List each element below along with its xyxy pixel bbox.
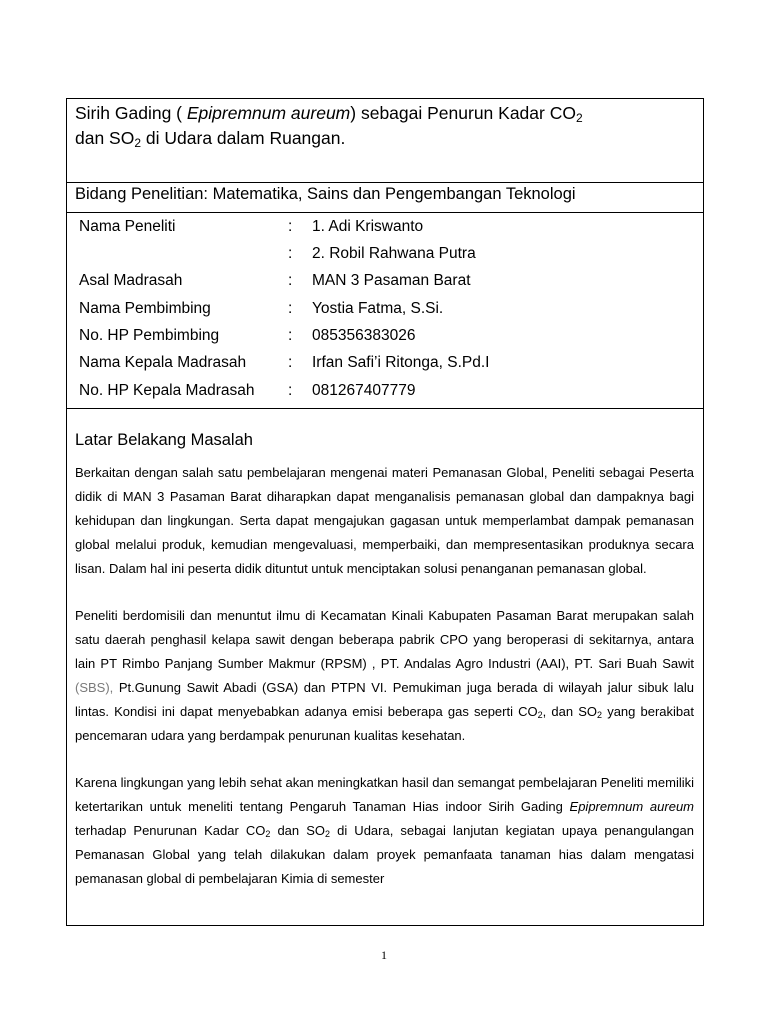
paragraph-1: Berkaitan dengan salah satu pembelajaran mengenai materi Pemanasan Global, Peneliti sebagai Peserta didik di MAN 3 Pasaman Barat diharapkan dapat menganalisis pemanasan global dan dampaknya bagi kehidupan dan lingkungan. Serta dapat mengajukan gagasan untuk memperlambat dampak pemanasan global melalui produk, kemudian mengevaluasi, memperbaiki, dan mempresentasikan produknya secara lisan. Dalam hal ini peserta didik dituntut untuk menciptakan solusi penanganan pemanasan global. bbox=[75, 465, 694, 576]
info-row: : 2. Robil Rahwana Putra bbox=[288, 245, 476, 262]
title-section bbox=[67, 99, 703, 183]
info-label: Nama Kepala Madrasah bbox=[79, 354, 247, 371]
info-row: Nama Pembimbing : Yostia Fatma, S.Si. bbox=[79, 300, 444, 317]
paragraph-3: Karena lingkungan yang lebih sehat akan meningkatkan hasil dan semangat pembelajaran Peneliti memiliki ketertarikan untuk meneliti tentang Pengaruh Tanaman Hias indoor Sirih Gading Epipremnum aureum terhadap Penurunan Kadar $CO_2$ dan $SO_2$ di Udara, sebagai lanjutan kegiatan upaya penangulangan Pemanasan Global yang telah dilakukan dalam proyek pemanfaata tanaman hias dalam mengatasi pemanasan global di pembelajaran Kimia di semester bbox=[75, 775, 694, 886]
info-row: Nama Peneliti : 1. Adi Kriswanto bbox=[79, 218, 424, 235]
section-heading: Latar Belakang Masalah bbox=[75, 431, 253, 449]
info-row: Asal Madrasah : MAN 3 Pasaman Barat bbox=[79, 272, 471, 289]
title-line-2: dan $SO_2$ di Udara dalam Ruangan. bbox=[75, 128, 346, 150]
research-field: Bidang Penelitian: Matematika, Sains dan Pengembangan Teknologi bbox=[75, 185, 576, 203]
info-label: Nama Pembimbing bbox=[79, 300, 211, 317]
info-label: No. HP Kepala Madrasah bbox=[79, 382, 255, 399]
document-frame bbox=[66, 98, 704, 926]
info-value: MAN 3 Pasaman Barat bbox=[312, 272, 471, 289]
info-value: Irfan Safi’i Ritonga, S.Pd.I bbox=[312, 354, 490, 371]
body-paragraphs bbox=[75, 461, 694, 891]
title-line-1: Sirih Gading ( Epipremnum aureum) sebagai Penurun Kadar $CO_2$ bbox=[75, 103, 583, 125]
info-row: Nama Kepala Madrasah : Irfan Safi’i Ritonga, S.Pd.I bbox=[79, 354, 490, 371]
species-name: Epipremnum aureum bbox=[186, 103, 351, 123]
info-label: Nama Peneliti bbox=[79, 218, 176, 235]
info-row: No. HP Pembimbing : 085356383026 bbox=[79, 327, 416, 344]
info-label: Asal Madrasah bbox=[79, 272, 183, 289]
info-value: 2. Robil Rahwana Putra bbox=[312, 245, 476, 262]
info-label: No. HP Pembimbing bbox=[79, 327, 220, 344]
researcher-info-section bbox=[67, 213, 703, 409]
background-section bbox=[67, 409, 703, 925]
info-value: 081267407779 bbox=[312, 382, 416, 399]
info-value: 085356383026 bbox=[312, 327, 416, 344]
info-value: 1. Adi Kriswanto bbox=[312, 218, 424, 235]
info-row: No. HP Kepala Madrasah : 081267407779 bbox=[79, 382, 416, 399]
paragraph-2: Peneliti berdomisili dan menuntut ilmu di Kecamatan Kinali Kabupaten Pasaman Barat merupakan salah satu daerah penghasil kelapa sawit dengan beberapa pabrik CPO yang beroperasi di sekitarnya, antara lain PT Rimbo Panjang Sumber Makmur (RPSM) , PT. Andalas Agro Industri (AAI), PT. Sari Buah Sawit (SBS), Pt.Gunung Sawit Abadi (GSA) dan PTPN VI. Pemukiman juga berada di wilayah jalur sibuk lalu lintas. Kondisi ini dapat menyebabkan adanya emisi beberapa gas seperti $CO_2$, dan $SO_2$ yang berakibat pencemaran udara yang berdampak penurunan kualitas kesehatan. bbox=[75, 608, 694, 743]
research-field-section bbox=[67, 183, 703, 213]
page-number: 1 bbox=[381, 948, 387, 962]
info-value: Yostia Fatma, S.Si. bbox=[312, 300, 444, 317]
